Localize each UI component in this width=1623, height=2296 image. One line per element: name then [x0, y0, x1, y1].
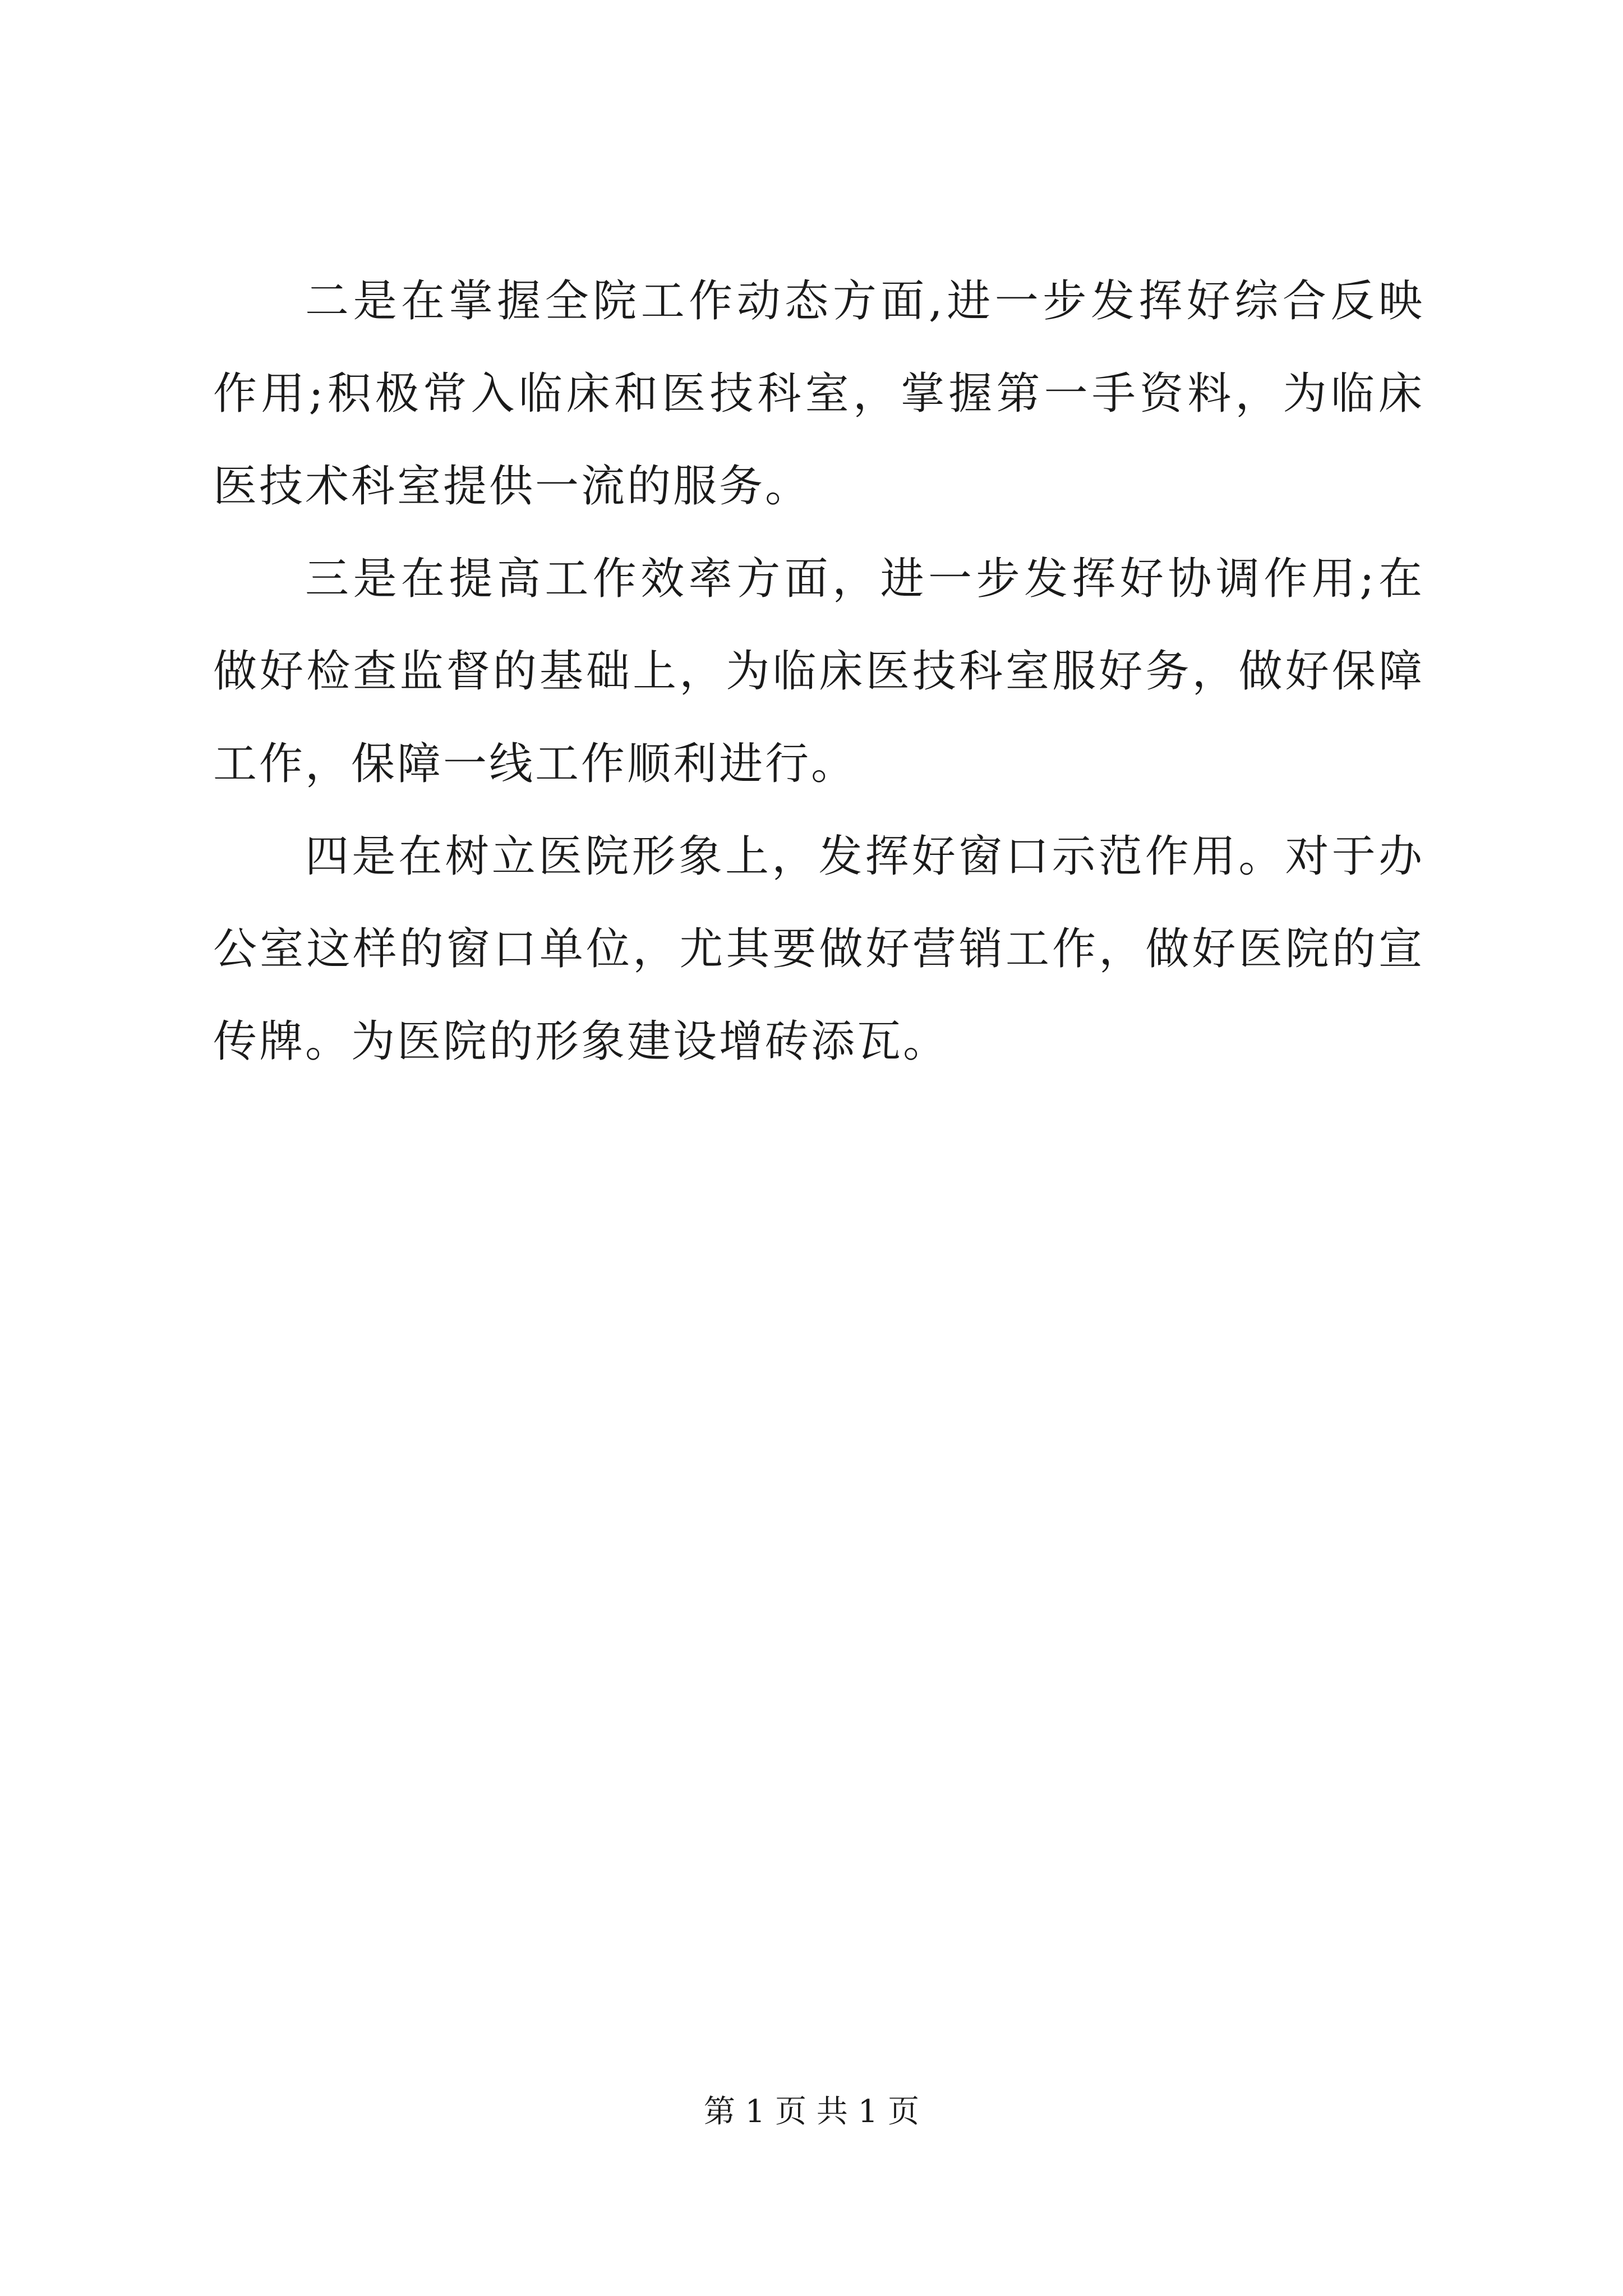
page-footer: 第 1 页 共 1 页: [703, 2093, 920, 2130]
paragraph-2: 三是在提高工作效率方面，进一步发挥好协调作用;在做好检查监督的基础上，为临床医技科室服好务，做好保障工作，保障一线工作顺利进行。: [213, 554, 1424, 789]
document-body: [213, 255, 1424, 1088]
paragraph-3: 四是在树立医院形象上，发挥好窗口示范作用。对于办公室这样的窗口单位，尤其要做好营销工作，做好医院的宣传牌。为医院的形象建设增砖添瓦。: [213, 831, 1424, 1067]
paragraph-1: 二是在掌握全院工作动态方面,进一步发挥好综合反映作用;积极常入临床和医技科室，掌握第一手资料，为临床医技术科室提供一流的服务。: [213, 276, 1424, 512]
